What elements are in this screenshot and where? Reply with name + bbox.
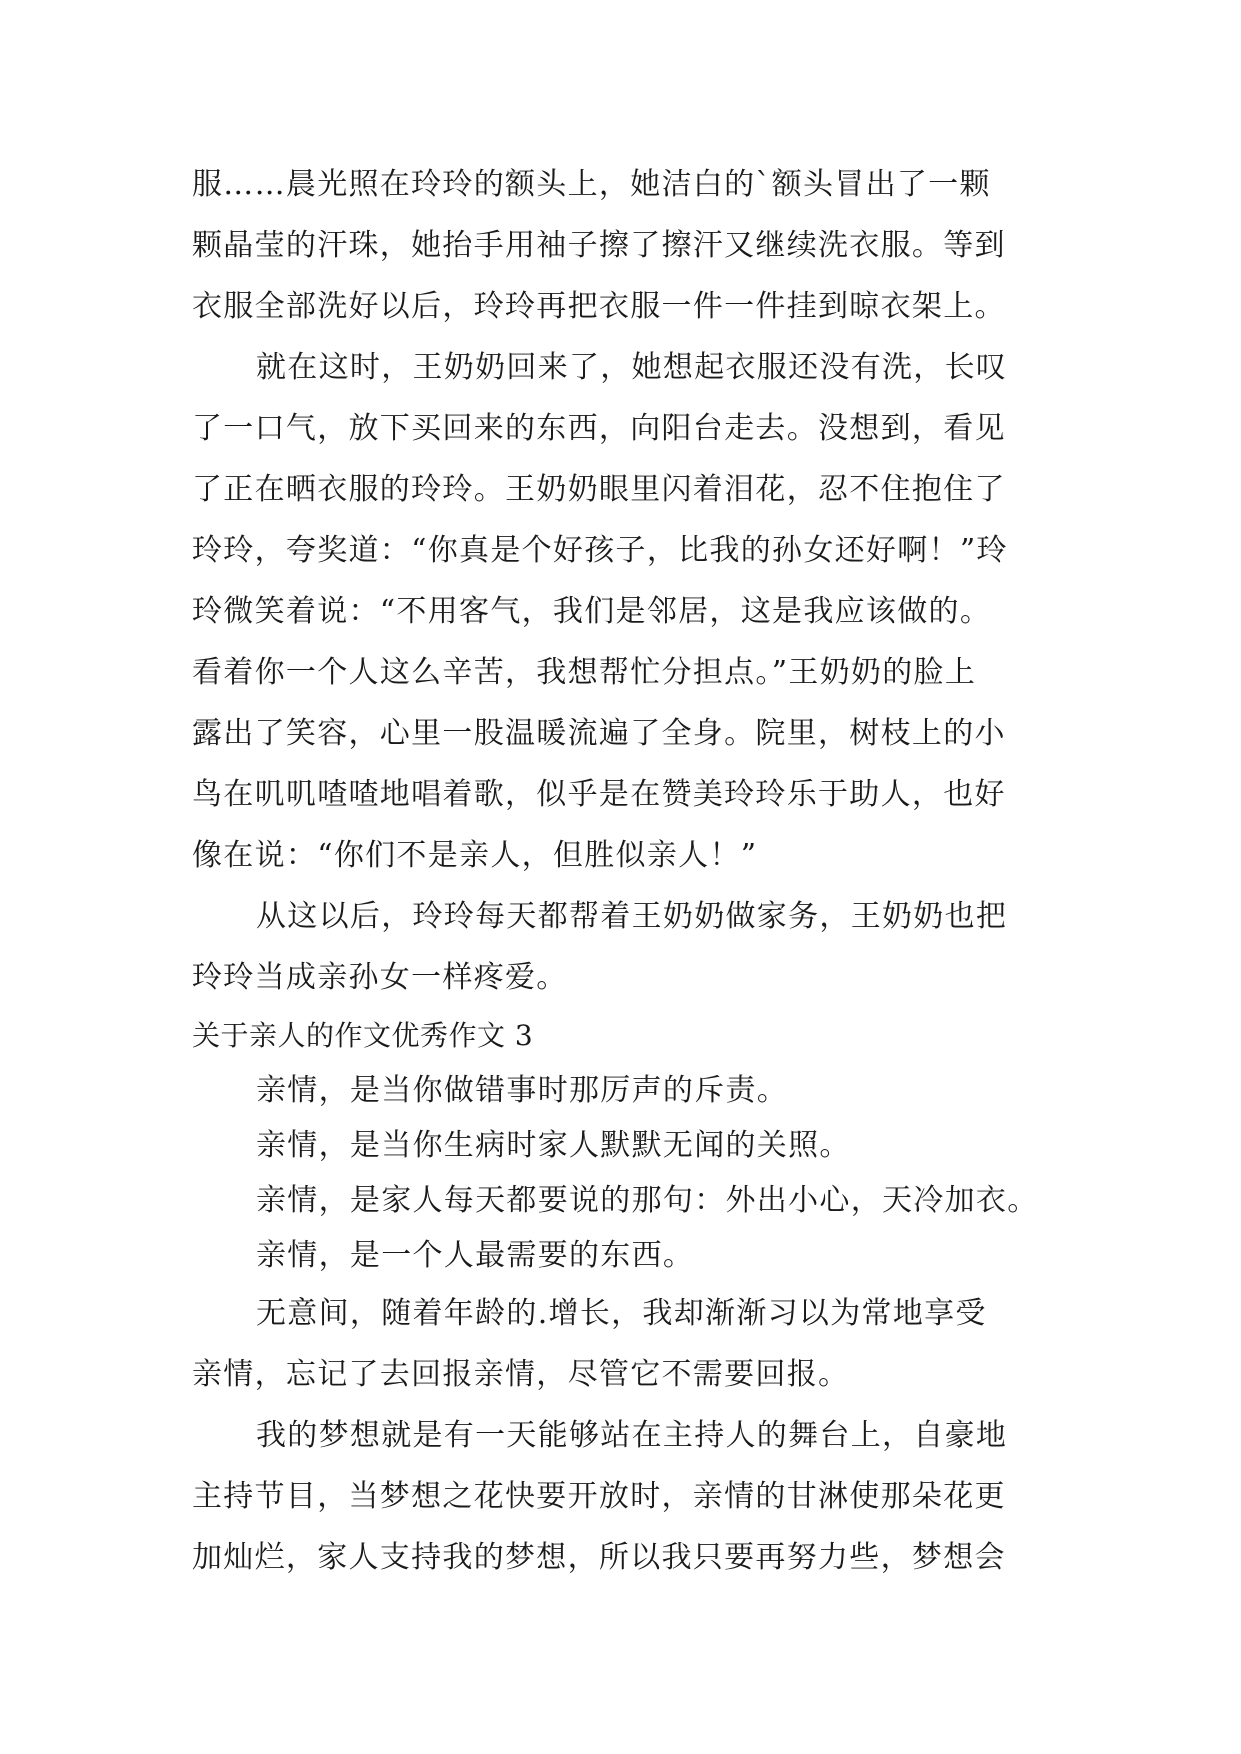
document-body xyxy=(192,154,1072,1588)
text-line: 主持节目，当梦想之花快要开放时，亲情的甘淋使那朵花更 xyxy=(192,1479,1006,1514)
text-line: 露出了笑容，心里一股温暖流遍了全身。院里，树枝上的小 xyxy=(192,716,1006,751)
paragraph-start: 我的梦想就是有一天能够站在主持人的舞台上，自豪地 xyxy=(256,1418,1008,1453)
paragraph-start: 亲情，是一个人最需要的东西。 xyxy=(256,1238,695,1273)
paragraph-start: 无意间，随着年龄的.增长，我却渐渐习以为常地享受 xyxy=(256,1296,987,1331)
text-line: 了一口气，放下买回来的东西，向阳台走去。没想到，看见 xyxy=(192,411,1006,446)
text-line: 玲玲，夸奖道：“你真是个好孩子，比我的孙女还好啊！”玲 xyxy=(192,533,1008,568)
text-line: 衣服全部洗好以后，玲玲再把衣服一件一件挂到晾衣架上。 xyxy=(192,289,1006,324)
text-line: 了正在晒衣服的玲玲。王奶奶眼里闪着泪花，忍不住抱住了 xyxy=(192,472,1006,507)
paragraph-start: 从这以后，玲玲每天都帮着王奶奶做家务，王奶奶也把 xyxy=(256,899,1008,934)
paragraph-start: 亲情，是家人每天都要说的那句：外出小心，天冷加衣。 xyxy=(256,1183,1039,1218)
text-line: 亲情，忘记了去回报亲情，尽管它不需要回报。 xyxy=(192,1357,850,1392)
text-line: 加灿烂，家人支持我的梦想，所以我只要再努力些，梦想会 xyxy=(192,1540,1006,1575)
section-heading: 关于亲人的作文优秀作文 3 xyxy=(192,1019,534,1052)
text-line: 像在说：“你们不是亲人，但胜似亲人！” xyxy=(192,838,758,873)
text-line: 服……晨光照在玲玲的额头上，她洁白的`额头冒出了一颗 xyxy=(192,167,991,202)
text-line: 玲微笑着说：“不用客气，我们是邻居，这是我应该做的。 xyxy=(192,594,992,629)
paragraph-start: 亲情，是当你生病时家人默默无闻的关照。 xyxy=(256,1128,851,1163)
text-line: 看着你一个人这么辛苦，我想帮忙分担点。”王奶奶的脸上 xyxy=(192,655,977,690)
text-line: 颗晶莹的汗珠，她抬手用袖子擦了擦汗又继续洗衣服。等到 xyxy=(192,228,1006,263)
paragraph-start: 亲情，是当你做错事时那厉声的斥责。 xyxy=(256,1073,789,1108)
text-line: 鸟在叽叽喳喳地唱着歌，似乎是在赞美玲玲乐于助人，也好 xyxy=(192,777,1006,812)
paragraph-start: 就在这时，王奶奶回来了，她想起衣服还没有洗，长叹 xyxy=(256,350,1008,385)
text-line: 玲玲当成亲孙女一样疼爱。 xyxy=(192,960,568,995)
